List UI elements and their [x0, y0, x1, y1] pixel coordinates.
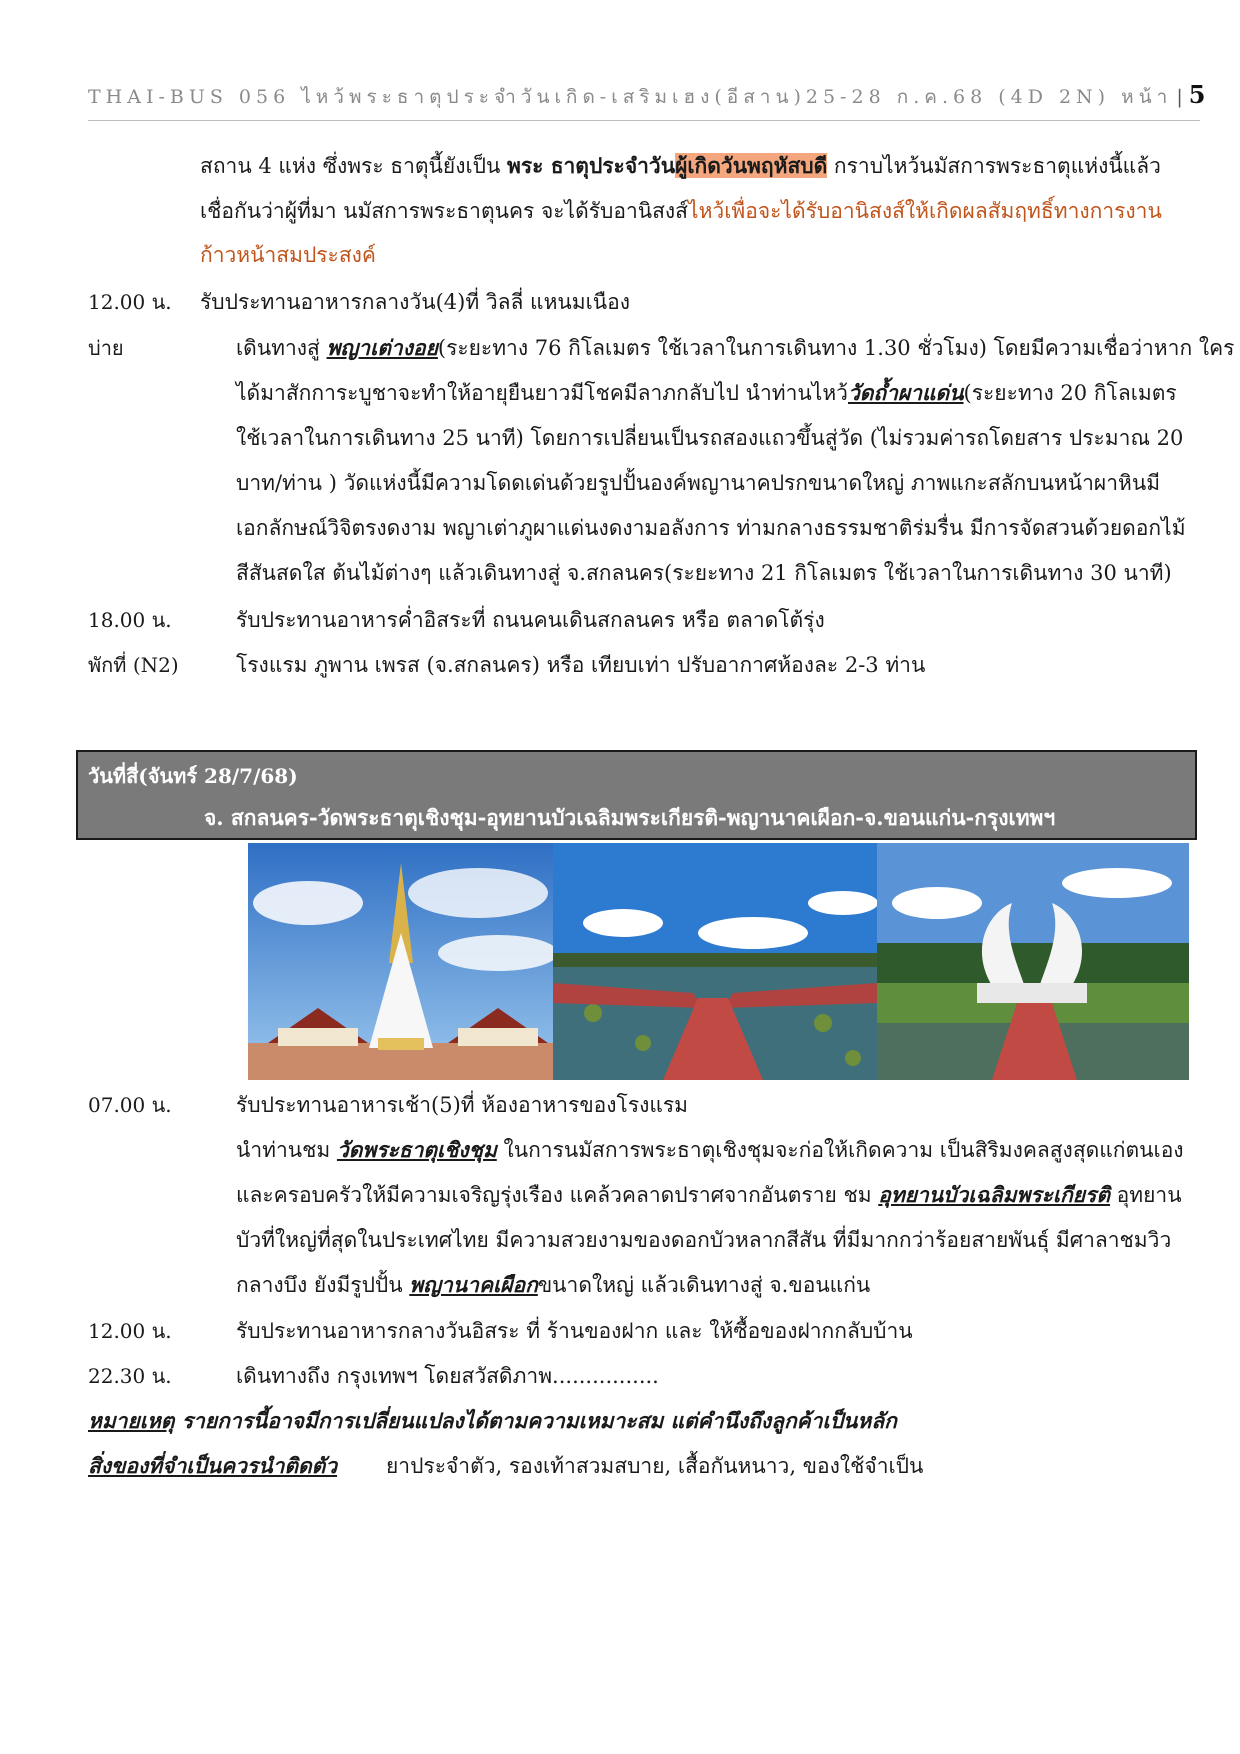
afternoon-line-2	[236, 378, 1177, 408]
bring-label-text: สิ่งของที่จำเป็นควรนำติดตัว	[88, 1453, 338, 1478]
arrive-time: 22.30 น.	[88, 1364, 172, 1388]
breakfast-time: 07.00 น.	[88, 1093, 172, 1117]
afternoon-line-5: เอกลักษณ์วิจิตรงดงาม พญาเต่าภูผาแด่นงดงามอลังการ ท่ามกลางธรรมชาติร่มรื่น มีการจัดสวนด้วยดอกไม้	[236, 516, 1186, 540]
place-name: วัดถ้ำผาแด่น	[847, 380, 964, 405]
afternoon-time: บ่าย	[88, 336, 124, 360]
remark-label: หมายเหตุ	[88, 1408, 175, 1433]
remark	[88, 1406, 897, 1436]
intro-text: กราบไหว้นมัสการพระธาตุแห่งนี้แล้ว	[827, 154, 1161, 178]
afternoon-text: (ระยะทาง 20 กิโลเมตร	[963, 381, 1177, 405]
bring-label	[88, 1451, 337, 1481]
intro-text: เชื่อกันว่าผู้ที่มา นมัสการพระธาตุนคร จะได้รับอานิสงส์	[200, 199, 689, 223]
header-title: THAI-BUS 056 ไหว้พระธาตุประจำวันเกิด-เสริมเฮง(อีสาน)25-28 ก.ค.68 (4D 2N) หน้า	[88, 86, 1173, 108]
morning-line-3: บัวที่ใหญ่ที่สุดในประเทศไทย มีความสวยงามของดอกบัวหลากสีสัน ที่มีมากกว่าร้อยสายพันธุ์ มีศาลาชมวิว	[236, 1228, 1172, 1252]
hotel-text: โรงแรม ภูพาน เพรส (จ.สกลนคร) หรือ เทียบเท่า ปรับอากาศห้องละ 2-3 ท่าน	[236, 653, 926, 677]
intro-line-1	[200, 151, 1161, 181]
breakfast-text: รับประทานอาหารเช้า(5)ที่ ห้องอาหารของโรงแรม	[236, 1093, 689, 1117]
header-divider: |	[1176, 86, 1183, 108]
hotel-label: พักที่ (N2)	[88, 653, 179, 677]
day4-title: วันที่สี่(จันทร์ 28/7/68)	[88, 764, 298, 788]
morning-line-2	[236, 1180, 1182, 1210]
dinner-time: 18.00 น.	[88, 608, 172, 632]
day4-route: จ. สกลนคร-วัดพระธาตุเชิงชุม-อุทยานบัวเฉลิมพระเกียรติ-พญานาคเผือก-จ.ขอนแก่น-กรุงเทพฯ	[204, 805, 1056, 830]
remark-text: รายการนี้อาจมีการเปลี่ยนแปลงได้ตามความเหมาะสม แต่คำนึงถึงลูกค้าเป็นหลัก	[174, 1408, 897, 1433]
lunch-text: รับประทานอาหารกลางวัน(4)ที่ วิลลี่ แหนมเนือง	[200, 290, 631, 314]
page-number: 5	[1188, 80, 1206, 109]
afternoon-text: (ระยะทาง 76 กิโลเมตร ใช้เวลาในการเดินทาง 1.30 ชั่วโมง) โดยมีความเชื่อว่าหาก ใคร	[437, 336, 1235, 360]
intro-line-3: ก้าวหน้าสมประสงค์	[200, 243, 376, 267]
morning-text: กลางบึง ยังมีรูปปั้น	[236, 1273, 410, 1297]
photo-lotus-park	[553, 843, 877, 1080]
intro-bold: พระ ธาตุประจำวัน	[506, 153, 676, 178]
afternoon-line-6: สีสันสดใส ต้นไม้ต่างๆ แล้วเดินทางสู่ จ.สกลนคร(ระยะทาง 21 กิโลเมตร ใช้เวลาในการเดินทาง 30 นาที)	[236, 561, 1172, 585]
afternoon-line-4: บาท/ท่าน ) วัดแห่งนี้มีความโดดเด่นด้วยรูปปั้นองค์พญานาคปรกขนาดใหญ่ ภาพแกะสลักบนหน้าผาหินมี	[236, 471, 1161, 495]
morning-text: อุทยาน	[1109, 1183, 1182, 1207]
bring-text: ยาประจำตัว, รองเท้าสวมสบาย, เสื้อกันหนาว, ของใช้จำเป็น	[386, 1454, 924, 1478]
photo-temple	[248, 843, 553, 1080]
lunch2-time: 12.00 น.	[88, 1319, 172, 1343]
dinner-text: รับประทานอาหารค่ำอิสระที่ ถนนคนเดินสกลนคร หรือ ตลาดโต้รุ่ง	[236, 608, 825, 632]
afternoon-text: ได้มาสักการะบูชาจะทำให้อายุยืนยาวมีโชคมีลาภกลับไป นำท่านไหว้	[236, 381, 848, 405]
lunch2-text: รับประทานอาหารกลางวันอิสระ ที่ ร้านของฝาก และ ให้ซื้อของฝากกลับบ้าน	[236, 1319, 913, 1343]
morning-text: ขนาดใหญ่ แล้วเดินทางสู่ จ.ขอนแก่น	[537, 1273, 871, 1297]
morning-line-4	[236, 1270, 870, 1300]
morning-text: ในการนมัสการพระธาตุเชิงชุมจะก่อให้เกิดความ เป็นสิริมงคลสูงสุดแก่ตนเอง	[496, 1138, 1184, 1162]
day4-banner	[76, 750, 1197, 840]
afternoon-line-3: ใช้เวลาในการเดินทาง 25 นาที) โดยการเปลี่ยนเป็นรถสองแถวขึ้นสู่วัด (ไม่รวมค่ารถโดยสาร ประมาณ 20	[236, 426, 1184, 450]
lunch-time: 12.00 น.	[88, 290, 172, 314]
place-name: อุทยานบัวเฉลิมพระเกียรติ	[878, 1182, 1110, 1207]
afternoon-text: เดินทางสู่	[236, 336, 327, 360]
morning-text: นำท่านชม	[236, 1138, 337, 1162]
morning-line-1	[236, 1135, 1184, 1165]
intro-text: สถาน 4 แห่ง ซึ่งพระ ธาตุนี้ยังเป็น	[200, 154, 507, 178]
arrive-text: เดินทางถึง กรุงเทพฯ โดยสวัสดิภาพ................	[236, 1364, 659, 1388]
intro-line-2	[200, 196, 1162, 226]
afternoon-line-1	[236, 333, 1234, 363]
page-header	[88, 80, 1206, 121]
place-name: พญานาคเผือก	[409, 1272, 538, 1297]
place-name: พญาเต่างอย	[326, 335, 438, 360]
intro-orange-text: ไหว้เพื่อจะได้รับอานิสงส์ให้เกิดผลสัมฤทธิ์ทางการงาน	[688, 199, 1162, 223]
intro-highlight: ผู้เกิดวันพฤหัสบดี	[675, 153, 828, 178]
morning-text: และครอบครัวให้มีความเจริญรุ่งเรือง แคล้วคลาดปราศจากอันตราย ชม	[236, 1183, 879, 1207]
photo-naga-statue	[877, 843, 1189, 1080]
place-name: วัดพระธาตุเชิงชุม	[336, 1137, 497, 1162]
